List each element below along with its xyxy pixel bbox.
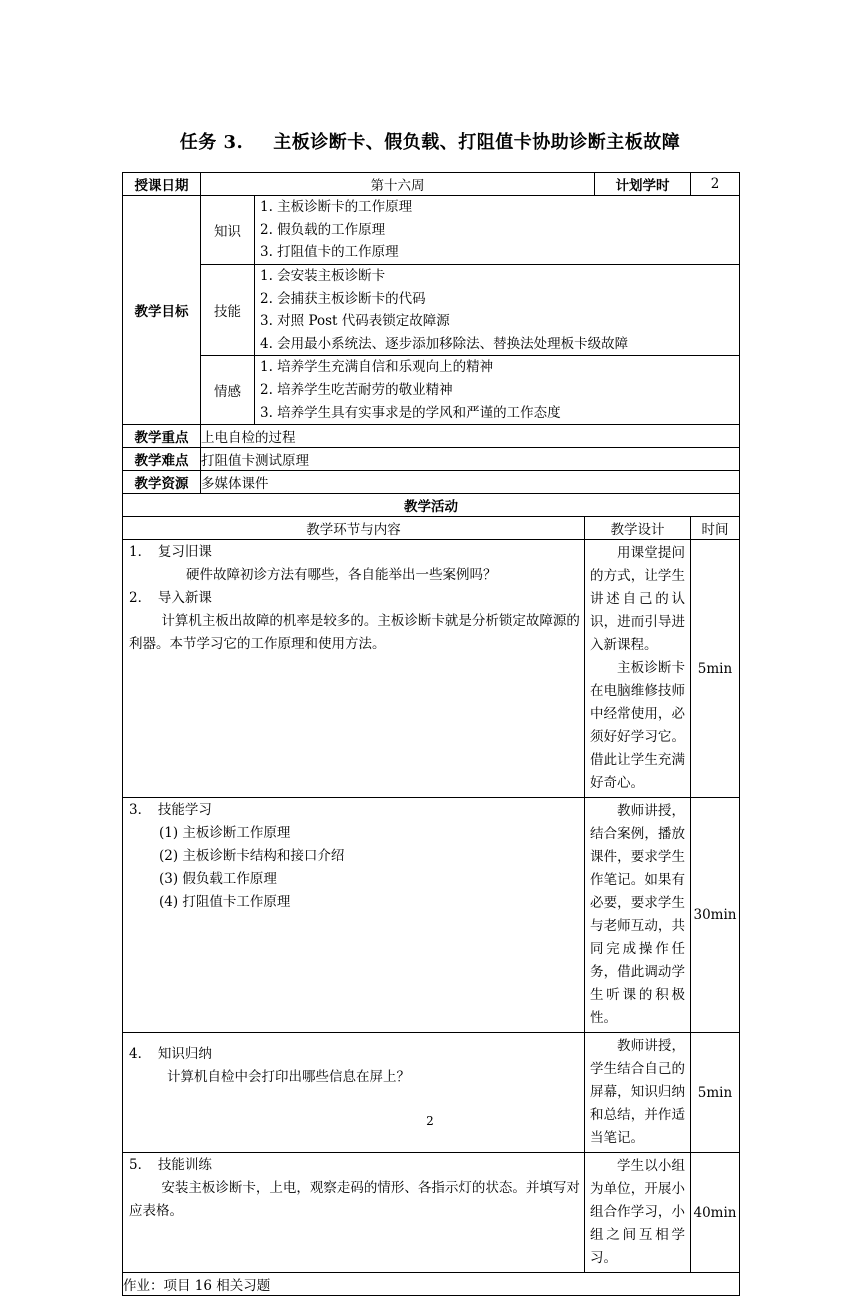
activity-row [123,1033,740,1153]
list-item: 1. 会安装主板诊断卡 [260,268,386,284]
column-header: 时间 [691,517,740,540]
date-value: 第十六周 [201,173,595,196]
hours-label: 计划学时 [595,173,691,196]
activity-time: 30min [691,798,740,1033]
emotion-label: 情感 [201,356,255,425]
column-header: 教学环节与内容 [123,517,585,540]
step-heading: 4． 知识归纳 [129,1046,212,1063]
emotion-list [255,356,740,425]
list-item: 2. 假负载的工作原理 [260,221,386,238]
list-item: 2. 培养学生吃苦耐劳的敬业精神 [260,381,453,398]
step-text: 安装主板诊断卡，上电，观察走码的情形、各指示灯的状态。并填写对应表格。 [129,1180,580,1220]
activity-row [123,1153,740,1273]
step-text: (2) 主板诊断卡结构和接口介绍 [159,848,345,865]
task-number: 任务 3. [179,132,244,153]
activity-row [123,798,740,1033]
activity-content [123,1033,585,1153]
activity-content [123,798,585,1033]
step-text: (1) 主板诊断工作原理 [159,825,291,842]
step-text: (3) 假负载工作原理 [159,871,277,888]
objectives-knowledge-row [123,196,740,265]
step-text: 硬件故障初诊方法有哪些，各自能举出一些案例吗？ [186,567,497,584]
step-text: (4) 打阻值卡工作原理 [159,894,291,911]
activities-title: 教学活动 [123,494,740,517]
list-item: 1. 主板诊断卡的工作原理 [260,199,413,216]
list-item: 3. 培养学生具有实事求是的学风和严谨的工作态度 [260,404,561,421]
key-point-label: 教学重点 [123,425,201,448]
homework: 作业：项目 16 相关习题 [123,1273,740,1296]
activity-content [123,1153,585,1273]
difficulty-value: 打阻值卡测试原理 [201,448,740,471]
list-item: 2. 会捕获主板诊断卡的代码 [260,290,426,307]
step-heading: 2． 导入新课 [129,590,212,607]
activity-content [123,540,585,798]
activities-title-row [123,494,740,517]
design-text: 教师讲授，学生结合自己的屏幕，知识归纳和总结，并作适当笔记。 [590,1038,685,1147]
activity-time: 5min [691,1033,740,1153]
design-text: 主板诊断卡在电脑维修技师中经常使用，必须好好学习它。借此让学生充满好奇心。 [590,660,685,792]
difficulty-label: 教学难点 [123,448,201,471]
objectives-emotion-row [123,356,740,425]
key-point-row [123,425,740,448]
resources-value: 多媒体课件 [201,471,740,494]
step-heading: 5． 技能训练 [129,1157,212,1174]
activity-design [585,798,691,1033]
list-item: 3. 对照 Post 代码表锁定故障源 [260,313,450,330]
step-heading: 1． 复习旧课 [129,544,212,561]
knowledge-list [255,196,740,265]
step-heading: 3． 技能学习 [129,802,212,819]
design-text: 用课堂提问的方式，让学生讲述自己的认识，进而引导进入新课程。 [590,545,685,654]
activity-design [585,1033,691,1153]
skills-label: 技能 [201,265,255,356]
activity-design [585,1153,691,1273]
knowledge-label: 知识 [201,196,255,265]
resources-row [123,471,740,494]
design-text: 学生以小组为单位，开展小组合作学习，小组之间互相学习。 [590,1158,685,1267]
list-item: 1. 培养学生充满自信和乐观向上的精神 [260,359,494,376]
activities-header-row [123,517,740,540]
task-title: 主板诊断卡、假负载、打阻值卡协助诊断主板故障 [273,132,681,153]
list-item: 4. 会用最小系统法、逐步添加移除法、替换法处理板卡级故障 [260,335,629,352]
page-title [0,128,860,154]
schedule-row [123,173,740,196]
activity-row [123,540,740,798]
activity-time: 40min [691,1153,740,1273]
key-point-value: 上电自检的过程 [201,425,740,448]
list-item: 3. 打阻值卡的工作原理 [260,244,399,261]
page-number: 2 [426,1114,434,1128]
objectives-skills-row [123,265,740,356]
objectives-label: 教学目标 [123,196,201,425]
step-text: 计算机自检中会打印出哪些信息在屏上？ [167,1069,410,1086]
date-label: 授课日期 [123,173,201,196]
homework-row [123,1273,740,1296]
activity-design [585,540,691,798]
column-header: 教学设计 [585,517,691,540]
resources-label: 教学资源 [123,471,201,494]
activity-time: 5min [691,540,740,798]
hours-value: 2 [691,173,740,196]
step-text: 计算机主板出故障的机率是较多的。主板诊断卡就是分析锁定故障源的利器。本节学习它的工作原理和使用方法。 [129,613,580,653]
design-text: 教师讲授，结合案例，播放课件，要求学生作笔记。如果有必要，要求学生与老师互动，共同完成操作任务，借此调动学生听课的积极性。 [590,803,685,1027]
skills-list [255,265,740,356]
difficulty-row [123,448,740,471]
